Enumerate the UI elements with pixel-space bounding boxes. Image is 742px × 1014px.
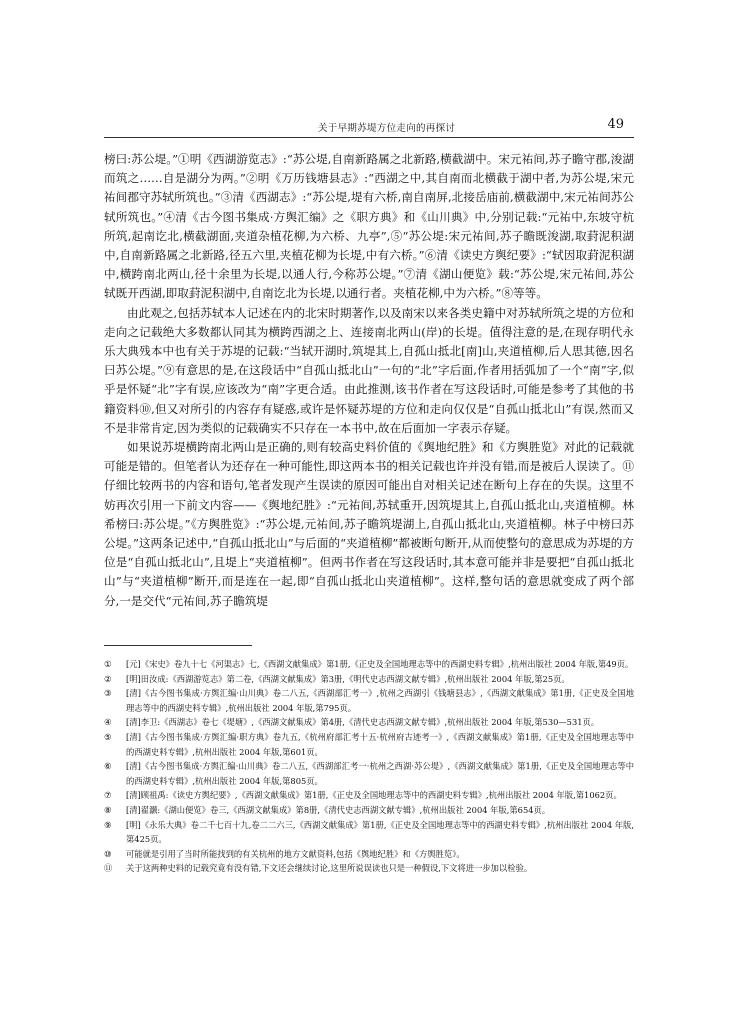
footnote bbox=[104, 672, 634, 687]
footnote bbox=[104, 759, 634, 788]
footnote-mark: ⑪ bbox=[104, 863, 113, 874]
footnote-mark: ② bbox=[104, 673, 112, 684]
footnote-text: [清]《古今图书集成·方舆汇编·山川典》卷二八五,《西湖部汇考一·杭州之西湖·苏公堤》,《西湖文献集成》第1册,《正史及全国地理志等中的西湖史料专辑》,杭州出版社 2004 年版,第805页。 bbox=[126, 761, 634, 786]
footnote-text: [明]田汝成:《西湖游览志》第二卷,《西湖文献集成》第3册,《明代史志西湖文献专辑》,杭州出版社 2004 年版,第25页。 bbox=[126, 673, 570, 684]
footnote-mark: ⑧ bbox=[104, 804, 112, 815]
footnote-mark: ⑤ bbox=[104, 731, 112, 742]
footnote bbox=[104, 818, 634, 847]
footnote bbox=[104, 847, 634, 862]
footnote-text: 关于这两种史料的记载究竟有没有错,下文还会继续讨论,这里所说误读也只是一种假设,下文将进一步加以检验。 bbox=[126, 863, 533, 874]
body-text bbox=[104, 150, 634, 636]
footnote-divider bbox=[104, 645, 252, 646]
footnote bbox=[104, 730, 634, 759]
running-header bbox=[104, 117, 634, 138]
footnote-text: [明]《永乐大典》卷二千七百十九,卷二二六三,《西湖文献集成》第1册,《正史及全国地理志等中的西湖史料专辑》,杭州出版社 2004 年版,第425页。 bbox=[126, 819, 634, 845]
footnote-mark: ③ bbox=[104, 688, 112, 699]
footnote-text: [清]《古今图书集成·方舆汇编·山川典》卷二八五,《西湖部汇考一》,杭州之西湖引《钱塘县志》,《西湖文献集成》第1册,《正史及全国地理志等中的西湖史料专辑》,杭州出版社 2004 年版,第795页。 bbox=[126, 688, 634, 713]
footnote-text: [清]《古今图书集成·方舆汇编·职方典》卷九五,《杭州府部汇考十五·杭州府古迹考一》,《西湖文献集成》第1册,《正史及全国地理志等中的西湖史料专辑》,杭州出版社 2004 年版,第601页。 bbox=[126, 731, 634, 757]
footnote-text: [清]李卫:《西湖志》卷七《堤塘》,《西湖文献集成》第4册,《清代史志西湖文献专辑》,杭州出版社 2004 年版,第530—531页。 bbox=[126, 717, 600, 728]
footnote-text: [清]顾祖禹:《读史方舆纪要》,《西湖文献集成》第1册,《正史及全国地理志等中的西湖史料专辑》,杭州出版社 2004 年版,第1062页。 bbox=[126, 790, 622, 801]
footnote bbox=[104, 686, 634, 715]
footnote-mark: ④ bbox=[104, 717, 112, 728]
page-number: 49 bbox=[607, 117, 624, 132]
footnote-text: 可能就是引用了当时所能找到的有关杭州的地方文献资料,包括《舆地纪胜》和《方舆胜览》。 bbox=[126, 848, 465, 859]
running-head-title: 关于早期苏堤方位走向的再探讨 bbox=[318, 123, 456, 134]
footnote-mark: ⑥ bbox=[104, 761, 112, 772]
body-paragraph: 榜曰:苏公堤。”①明《西湖游览志》:“苏公堤,自南新路属之北新路,横截湖中。宋元祐间,苏子瞻守郡,浚湖而筑之……自是湖分为两。”②明《万历钱塘县志》:“西湖之中,其自南而北横截于湖中者,为苏公堤,宋元祐间郡守苏轼所筑也。”③清《西湖志》:“苏公堤,堤有六桥,南自南屏,北接岳庙前,横截湖中,宋元祐间苏公轼所筑也。”④清《古今图书集成·方舆汇编》之《职方典》和《山川典》中,分别记载:“元祐中,东坡守杭所筑,起南讫北,横截湖面,夹道杂植花柳,为六桥、九亭”,⑤“苏公堤:宋元祐间,苏子瞻既浚湖,取葑泥积湖中,自南新路属之北新路,径五六里,夹植花柳为长堤,中有六桥。”⑥清《读史方舆纪要》:“轼因取葑泥积湖中,横跨南北两山,径十余里为长堤,以通人行,今称苏公堤。”⑦清《湖山便览》载:“苏公堤,宋元祐间,苏公轼既开西湖,即取葑泥积湖中,自南讫北为长堤,以通行者。夹植花柳,中为六桥。”⑧等等。 bbox=[104, 152, 634, 301]
footnote-text: [元]《宋史》卷九十七《河渠志》七,《西湖文献集成》第1册,《正史及全国地理志等中的西湖史料专辑》,杭州出版社 2004 年版,第49页。 bbox=[126, 659, 634, 669]
footnote bbox=[104, 803, 634, 818]
footnote-mark: ① bbox=[104, 659, 112, 669]
footnote-mark: ⑩ bbox=[104, 848, 112, 859]
body-paragraph: 由此观之,包括苏轼本人记述在内的北宋时期著作,以及南宋以来各类史籍中对苏轼所筑之堤的方位和走向之记载绝大多数都认同其为横跨西湖之上、连接南北两山(岸)的长堤。值得注意的是,在现存明代永乐大典残本中也有关于苏堤的记载:“当轼开湖时,筑堤其上,自孤山抵北[南]山,夹道植柳,后人思其德,因名曰苏公堤。”⑨有意思的是,在这段话中“自孤山抵北山”一句的“北”字后面,作者用括弧加了一个“南”字,似乎是怀疑“北”字有误,应该改为“南”字更合适。由此推测,该书作者在写这段话时,可能是参考了其他的书籍资料⑩,但又对所引的内容存有疑惑,或许是怀疑苏堤的方位和走向仅仅是“自孤山抵北山”有误,然而又不是非常肯定,因为类似的记载确实不只存在一本书中,故在后面加一字表示存疑。 bbox=[104, 305, 634, 435]
footnote bbox=[104, 861, 634, 876]
footnotes bbox=[104, 657, 634, 897]
footnote bbox=[104, 788, 634, 803]
body-paragraph: 如果说苏堤横跨南北两山是正确的,则有较高史料价值的《舆地纪胜》和《方舆胜览》对此的记载就可能是错的。但笔者认为还存在一种可能性,即这两本书的相关记载也许并没有错,而是被后人误读了。⑪ 仔细比较两书的内容和语句,笔者发现产生误读的原因可能出自对相关记述在断句上存在的失误。这里不妨再次引用一下前文内容——《舆地纪胜》:“元祐间,苏轼重开,因筑堤其上,自孤山抵北山,夹道植柳。林希榜曰:苏公堤。”《方舆胜览》:“苏公堤,元祐间,苏子瞻筑堤湖上,自孤山抵北山,夹道植柳。林子中榜曰苏公堤。”这两条记述中,“自孤山抵北山”与后面的“夹道植柳”都被断句断开,从而使整句的意思成为苏堤的方位是“自孤山抵北山”,且堤上“夹道植柳”。但两书作者在写这段话时,其本意可能并非是要把“自孤山抵北山”与“夹道植柳”断开,而是连在一起,即“自孤山抵北山夹道植柳”。这样,整句话的意思就变成了两个部分,一是交代“元祐间,苏子瞻筑堤 bbox=[104, 440, 634, 608]
footnote-mark: ⑦ bbox=[104, 790, 112, 801]
footnote-mark: ⑨ bbox=[104, 819, 112, 830]
footnote bbox=[104, 657, 634, 672]
footnote-text: [清]翟灏:《湖山便览》卷三,《西湖文献集成》第8册,《清代史志西湖文献专辑》,杭州出版社 2004 年版,第654页。 bbox=[126, 804, 551, 815]
footnote bbox=[104, 715, 634, 730]
